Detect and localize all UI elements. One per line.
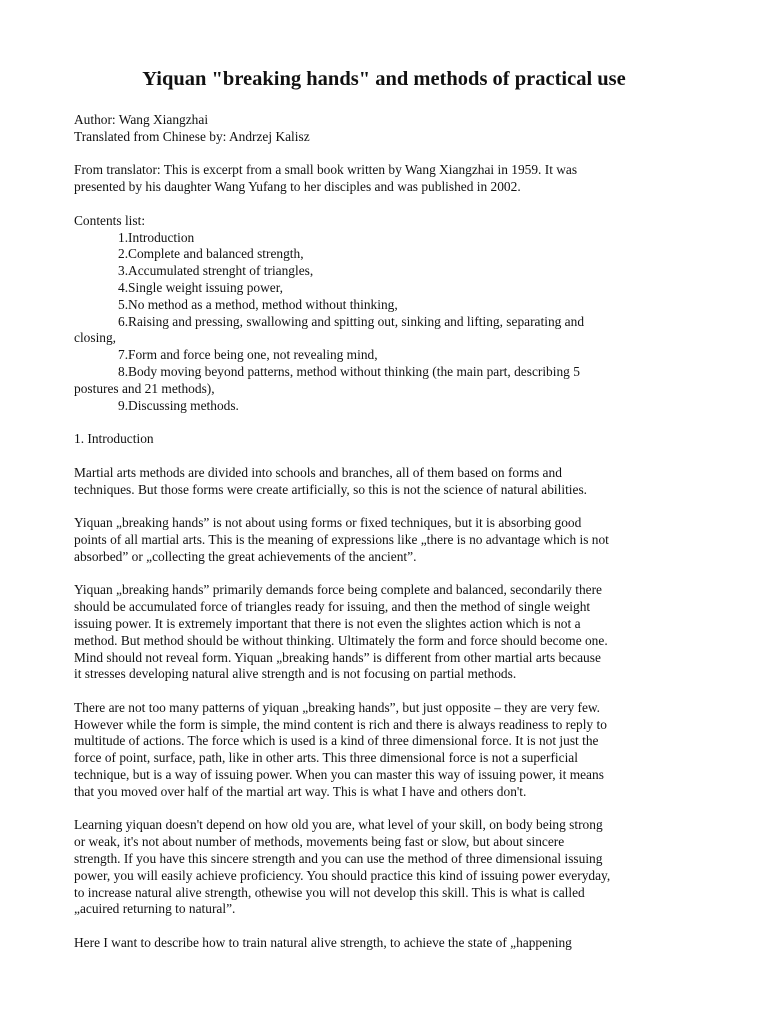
- contents-item-text: 2.Complete and balanced strength,: [118, 246, 304, 262]
- paragraph-line: „acuired returning to natural”.: [74, 901, 236, 917]
- paragraph: [74, 817, 694, 918]
- paragraph: [74, 700, 694, 801]
- paragraph-line: issuing power. It is extremely important that there is not even the slightes action which is not a: [74, 615, 581, 631]
- paragraph-line: Yiquan „breaking hands” primarily demands force being complete and balanced, secondarily there: [74, 582, 602, 598]
- translator-note-line: presented by his daughter Wang Yufang to her disciples and was published in 2002.: [74, 179, 521, 195]
- contents-item-text: 1.Introduction: [118, 229, 195, 245]
- paragraph: [74, 582, 694, 683]
- contents-item-text-continued: postures and 21 methods),: [74, 380, 215, 396]
- paragraph-line: Here I want to describe how to train natural alive strength, to achieve the state of „happening: [74, 935, 572, 951]
- contents-item-text: 4.Single weight issuing power,: [118, 279, 283, 295]
- contents-item: [74, 280, 694, 297]
- paragraph-line: There are not too many patterns of yiquan „breaking hands”, but just opposite – they are very few.: [74, 699, 601, 715]
- translator-line: Translated from Chinese by: Andrzej Kalisz: [74, 128, 310, 144]
- contents-item: [74, 263, 694, 280]
- paragraph-line: should be accumulated force of triangles ready for issuing, and then the method of single weight: [74, 599, 591, 615]
- paragraph-line: Martial arts methods are divided into schools and branches, all of them based on forms and: [74, 464, 562, 480]
- contents-heading: Contents list:: [74, 212, 146, 228]
- paragraph-line: technique, but is a way of issuing power. When you can master this way of issuing power, it means: [74, 767, 604, 783]
- paragraph-line: it stresses developing natural alive strength and is not focusing on partial methods.: [74, 666, 517, 682]
- paragraph-line: points of all martial arts. This is the meaning of expressions like „there is no advantage which is not: [74, 531, 609, 547]
- translator-note-line: From translator: This is excerpt from a small book written by Wang Xiangzhai in 1959. It was: [74, 162, 578, 178]
- document-body: [74, 66, 694, 969]
- paragraph-line: force of point, surface, path, like in other arts. This three dimensional force is not a superficial: [74, 750, 578, 766]
- paragraph-line: to increase natural alive strength, othewise you will not develop this skill. This is what is called: [74, 884, 585, 900]
- paragraph-line: that you moved over half of the martial art way. This is what I have and others don't.: [74, 783, 527, 799]
- contents-item-text: 3.Accumulated strenght of triangles,: [118, 263, 314, 279]
- section-heading: 1. Introduction: [74, 431, 154, 447]
- contents-item-text: 9.Discussing methods.: [118, 397, 239, 413]
- contents-item-text: 6.Raising and pressing, swallowing and spitting out, sinking and lifting, separating and: [118, 313, 585, 329]
- paragraph: [74, 935, 694, 952]
- translator-note: [74, 162, 694, 196]
- contents-item: [74, 314, 694, 348]
- contents-item-text: 5.No method as a method, method without thinking,: [118, 296, 398, 312]
- paragraph-line: multitude of actions. The force which is used is a kind of three dimensional force. It is not just the: [74, 733, 599, 749]
- paragraph-line: absorbed” or „collecting the great achievements of the ancient”.: [74, 548, 417, 564]
- paragraph-line: or weak, it's not about number of methods, movements being fast or slow, but about sincere: [74, 834, 565, 850]
- document-title: Yiquan "breaking hands" and methods of practical use: [142, 68, 626, 90]
- contents-item: [74, 246, 694, 263]
- paragraph: [74, 515, 694, 565]
- contents-item: [74, 230, 694, 247]
- paragraph-line: strength. If you have this sincere strength and you can use the method of three dimensional issuing: [74, 851, 603, 867]
- paragraph-line: Mind should not reveal form. Yiquan „breaking hands” is different from other martial arts because: [74, 649, 601, 665]
- author-line: Author: Wang Xiangzhai: [74, 112, 209, 127]
- paragraph-line: techniques. But those forms were create artificially, so this is not the science of natural abilities.: [74, 481, 588, 497]
- paragraph-line: Yiquan „breaking hands” is not about using forms or fixed techniques, but it is absorbing good: [74, 515, 582, 531]
- contents-item-text-continued: closing,: [74, 330, 117, 346]
- credits: [74, 112, 694, 146]
- paragraph-line: Learning yiquan doesn't depend on how old you are, what level of your skill, on body being strong: [74, 817, 603, 833]
- paragraph: [74, 465, 694, 499]
- contents-item: [74, 297, 694, 314]
- contents-item: [74, 347, 694, 364]
- contents-item: [74, 398, 694, 415]
- contents-item-text: 8.Body moving beyond patterns, method without thinking (the main part, describing 5: [118, 363, 580, 379]
- contents-item-text: 7.Form and force being one, not revealing mind,: [118, 347, 378, 363]
- contents-item: [74, 364, 694, 398]
- paragraph-line: method. But method should be without thinking. Ultimately the form and force should become one.: [74, 632, 608, 648]
- contents-list: [74, 213, 694, 415]
- paragraph-line: power, you will easily achieve proficiency. You should practice this kind of issuing power everyday,: [74, 867, 611, 883]
- paragraph-line: However while the form is simple, the mind content is rich and there is always readiness to reply to: [74, 716, 607, 732]
